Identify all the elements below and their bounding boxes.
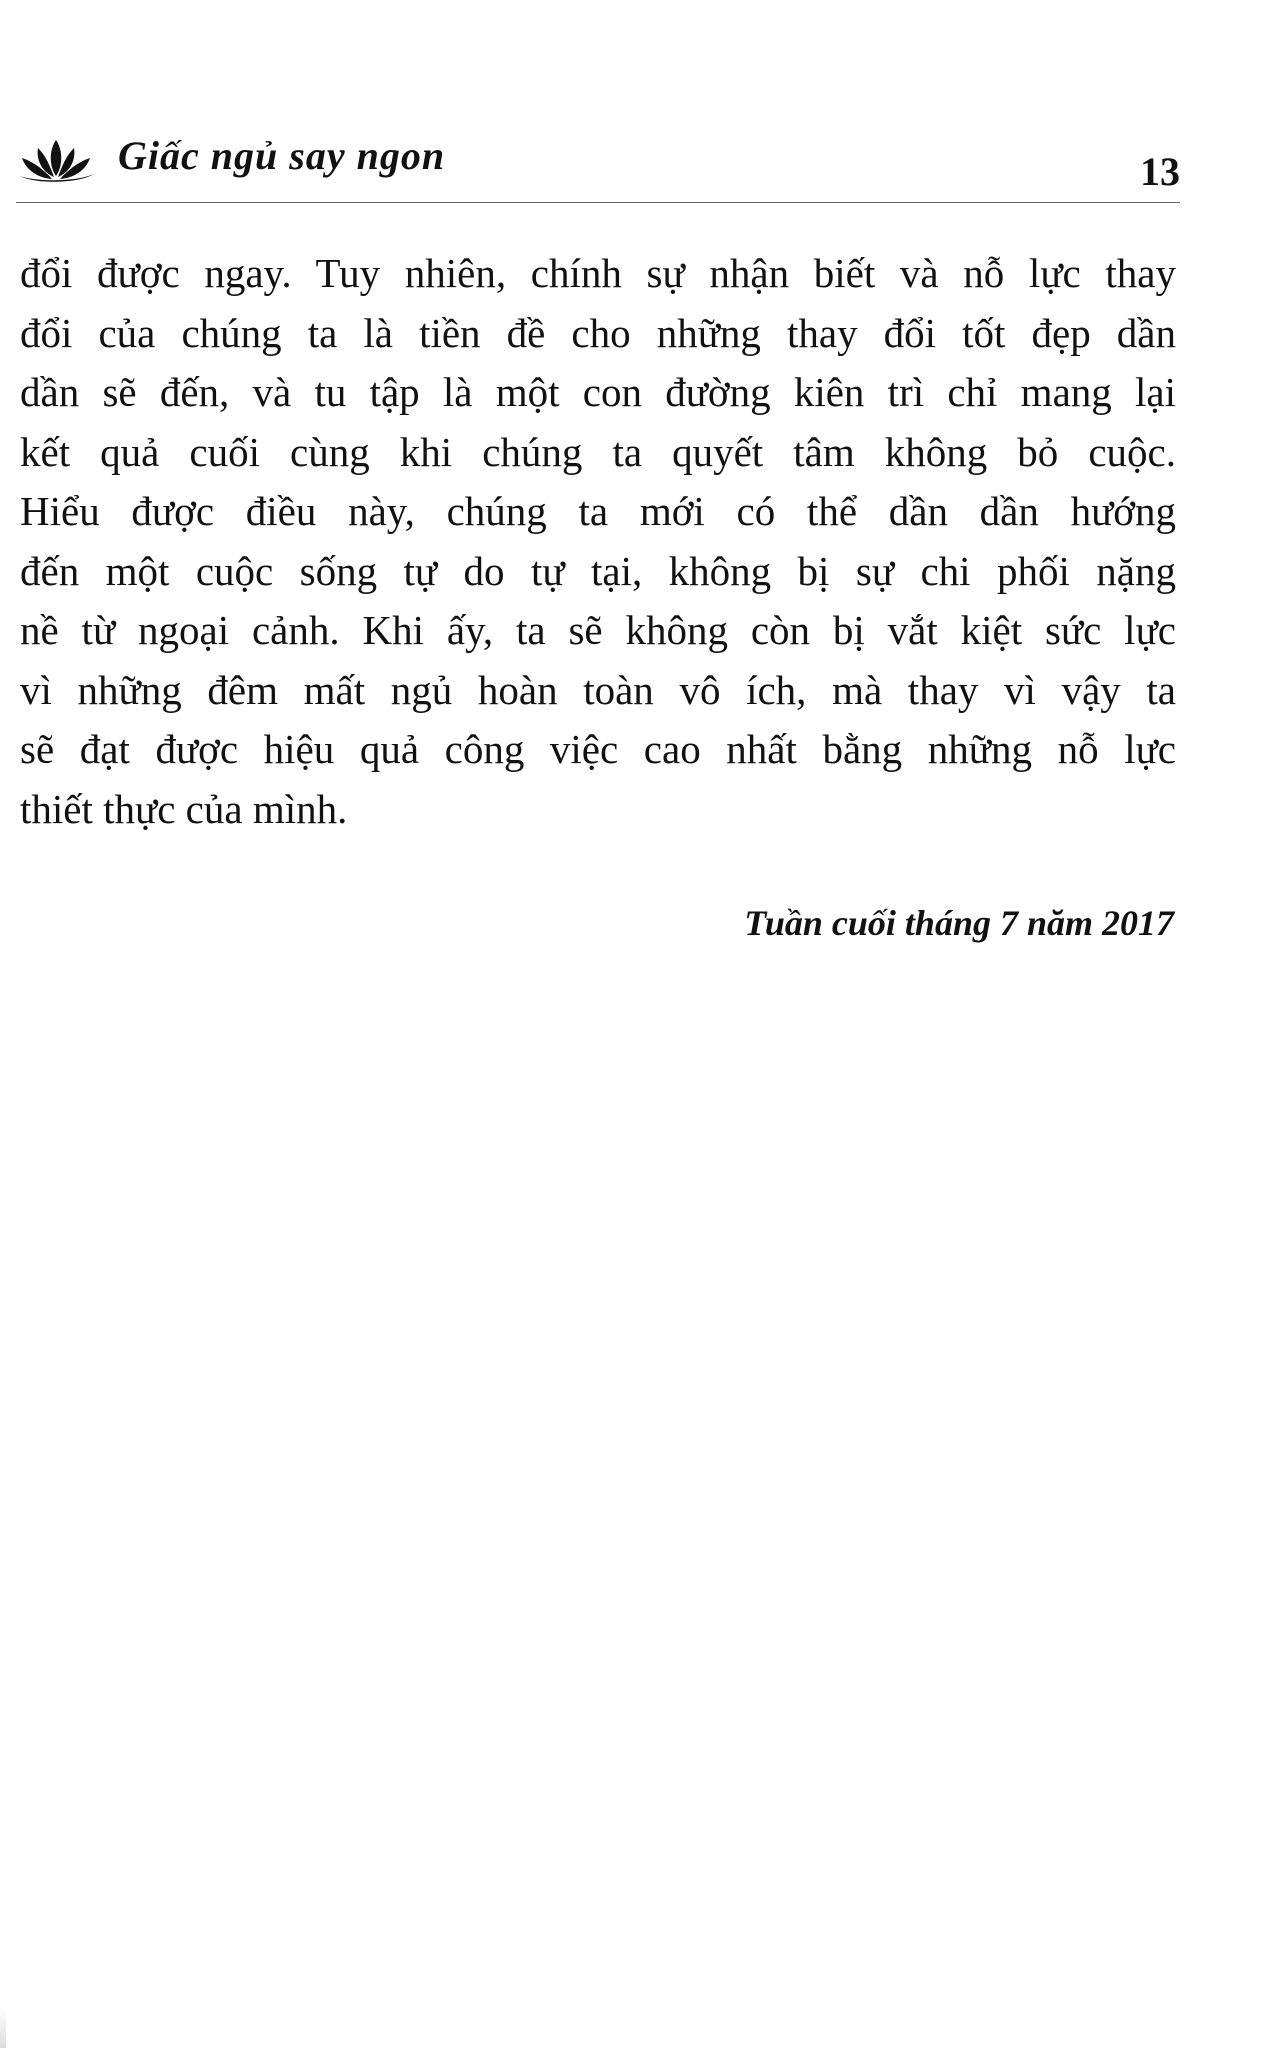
lotus-icon <box>16 136 96 184</box>
date-signature: Tuần cuối tháng 7 năm 2017 <box>744 903 1174 943</box>
body-line: thiết thực của mình. <box>20 785 348 832</box>
page-header <box>16 128 1180 208</box>
body-line: vì những đêm mất ngủ hoàn toàn vô ích, mà thay vì vậy ta <box>20 666 1176 713</box>
page-edge <box>0 2008 6 2048</box>
body-line: dần sẽ đến, và tu tập là một con đường kiên trì chỉ mang lại <box>20 369 1176 415</box>
header-divider <box>16 202 1180 203</box>
body-line: Hiểu được điều này, chúng ta mới có thể dần dần hướng <box>20 488 1176 534</box>
body-paragraph <box>20 244 1176 839</box>
body-line: đổi được ngay. Tuy nhiên, chính sự nhận biết và nỗ lực thay <box>20 250 1176 296</box>
body-line: đổi của chúng ta là tiền đề cho những thay đổi tốt đẹp dần <box>20 309 1176 356</box>
page-number: 13 <box>1140 149 1180 194</box>
body-line: nề từ ngoại cảnh. Khi ấy, ta sẽ không còn bị vắt kiệt sức lực <box>20 607 1176 653</box>
body-line: sẽ đạt được hiệu quả công việc cao nhất bằng những nỗ lực <box>20 726 1176 772</box>
running-title: Giấc ngủ say ngon <box>118 133 446 178</box>
body-line: kết quả cuối cùng khi chúng ta quyết tâm không bỏ cuộc. <box>20 428 1176 475</box>
body-line: đến một cuộc sống tự do tự tại, không bị sự chi phối nặng <box>20 547 1176 594</box>
